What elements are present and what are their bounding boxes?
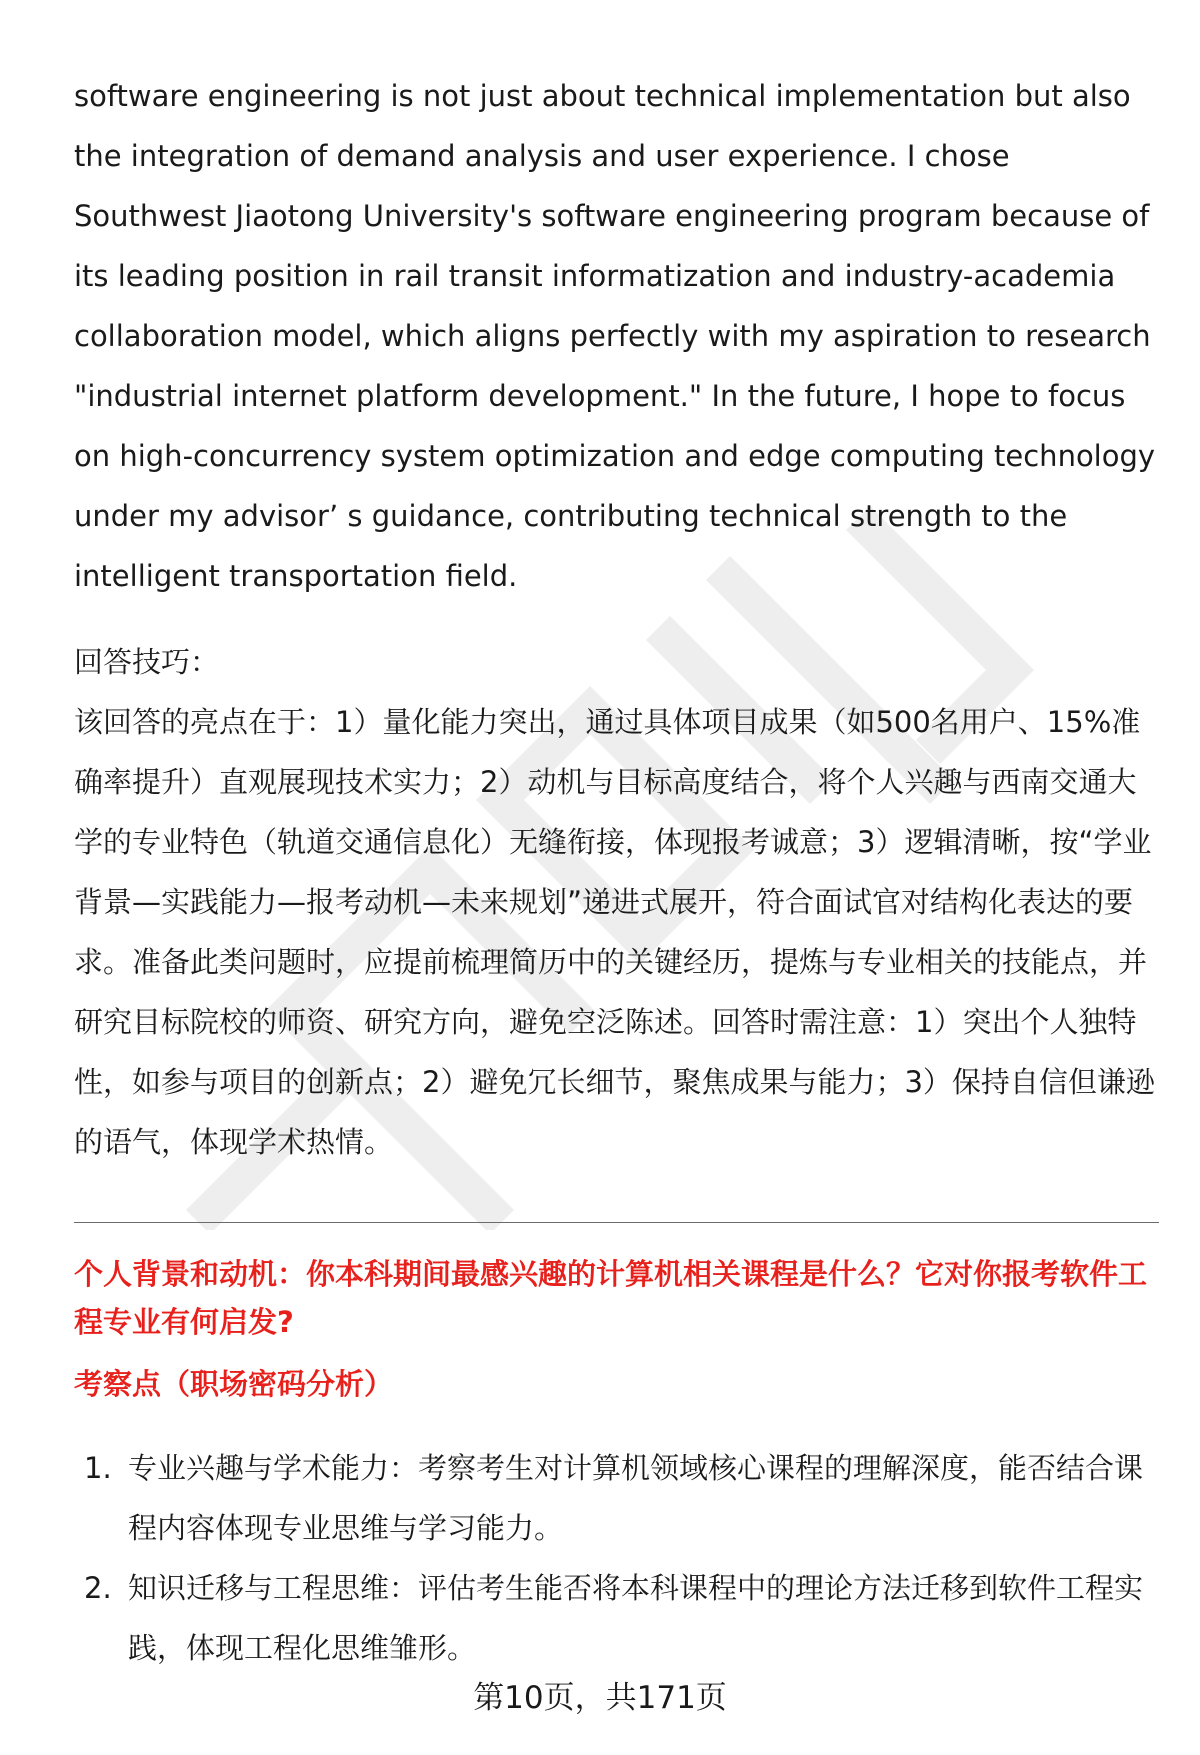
paragraph-english: software engineering is not just about technical implementation but also the integration of demand analysis and user experience. I chose Southwest Jiaotong University's software engineering program because of its leading position in rail transit informatization and industry-academia collaboration model, which aligns perfectly with my aspiration to research "industrial internet platform development." In the future, I hope to focus on high-concurrency system optimization and edge computing technology under my advisor’ s guidance, contributing technical strength to the intelligent transportation field. (74, 79, 1156, 593)
section-divider (74, 1222, 1159, 1223)
list-item-number: 1. (84, 1451, 112, 1485)
list-item (74, 1558, 1159, 1678)
page-footer: 第10页，共171页 (473, 1680, 727, 1716)
list-item-number: 2. (84, 1571, 112, 1605)
list-item-text: 专业兴趣与学术能力：考察考生对计算机领域核心课程的理解深度，能否结合课程内容体现专业思维与学习能力。 (128, 1451, 1144, 1545)
analysis-heading: 考察点（职场密码分析） (74, 1367, 394, 1401)
tips-body: 该回答的亮点在于：1）量化能力突出，通过具体项目成果（如500名用户、15%准确率提升）直观展现技术实力；2）动机与目标高度结合，将个人兴趣与西南交通大学的专业特色（轨道交通信息化）无缝衔接，体现报考诚意；3）逻辑清晰，按“学业背景—实践能力—报考动机—未来规划”递进式展开，符合面试官对结构化表达的要求。准备此类问题时，应提前梳理简历中的关键经历，提炼与专业相关的技能点，并研究目标院校的师资、研究方向，避免空泛陈述。回答时需注意：1）突出个人独特性，如参与项目的创新点；2）避免冗长细节，聚焦成果与能力；3）保持自信但谦逊的语气，体现学术热情。 (74, 705, 1155, 1159)
list-item-text: 知识迁移与工程思维：评估考生能否将本科课程中的理论方法迁移到软件工程实践，体现工程化思维雏形。 (128, 1571, 1144, 1665)
list-item (74, 1438, 1159, 1558)
question-heading: 个人背景和动机：你本科期间最感兴趣的计算机相关课程是什么？它对你报考软件工程专业有何启发? (74, 1257, 1148, 1339)
analysis-points-list (74, 1438, 1159, 1678)
tips-heading: 回答技巧： (74, 645, 220, 679)
